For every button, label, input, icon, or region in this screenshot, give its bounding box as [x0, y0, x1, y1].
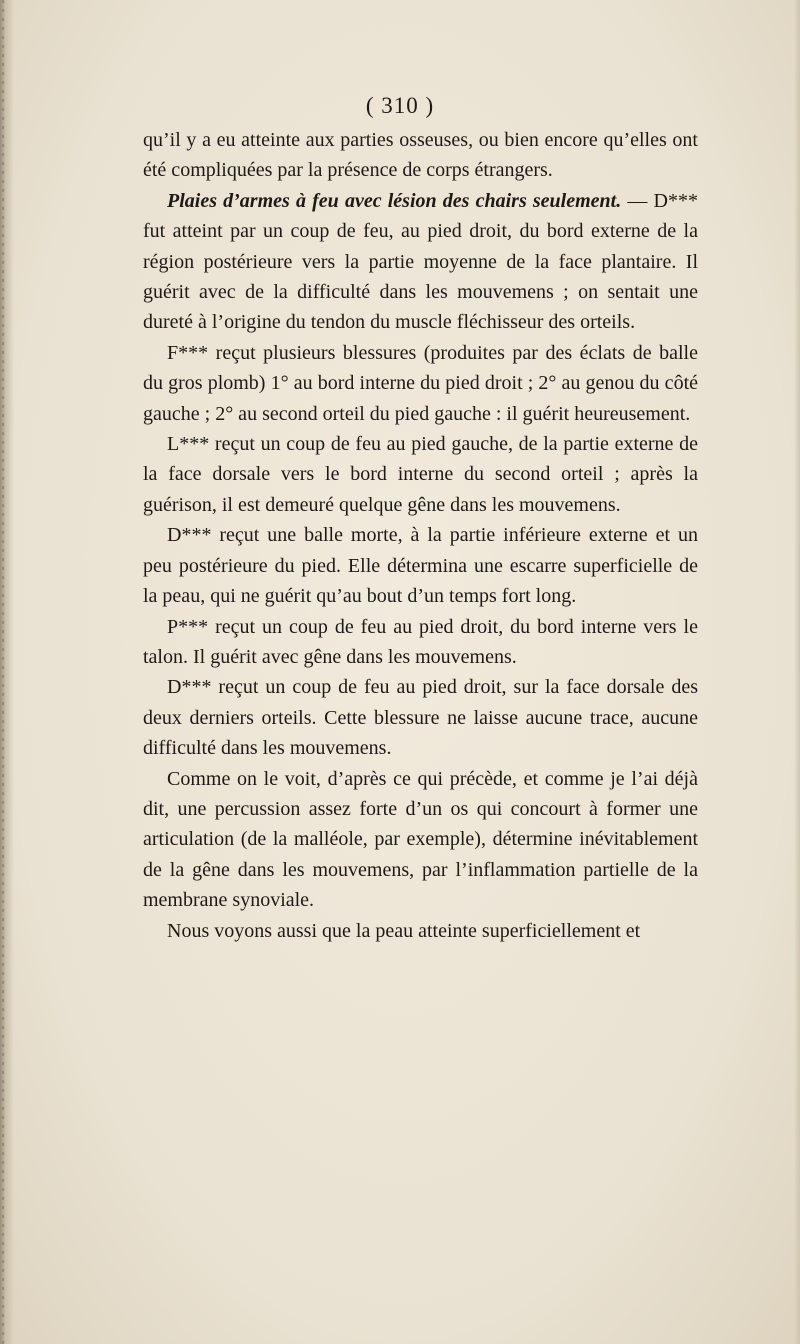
paragraph: D*** reçut un coup de feu au pied droit, sur la face dorsale des deux derniers orteils. Cette blessure ne laisse aucune trace, aucune difficulté dans les mouvemens. [143, 676, 698, 760]
paragraph: Comme on le voit, d’après ce qui précède, et comme je l’ai déjà dit, une percussion assez forte d’un os qui concourt à former une articulation (de la malléole, par exemple), détermine inévitablement de la gêne dans les mouvemens, par l’inflammation partielle de la membrane synoviale. [143, 767, 698, 912]
paragraph: F*** reçut plusieurs blessures (produites par des éclats de balle du gros plomb) 1° au bord interne du pied droit ; 2° au genou du côté gauche ; 2° au second orteil du pied gauche : il guérit heureusement. [143, 341, 698, 425]
section-title: Plaies d’armes à feu avec lésion des chairs seulement. [167, 189, 622, 212]
paragraph: P*** reçut un coup de feu au pied droit, du bord interne vers le talon. Il guérit avec gêne dans les mouvemens. [143, 615, 698, 668]
page-right-edge [794, 0, 800, 1344]
binding-edge [0, 0, 14, 1344]
paragraph-continuation: qu’il y a eu atteinte aux parties osseuses, ou bien encore qu’elles ont été compliquées par la présence de corps étrangers. [143, 129, 698, 182]
page-number: ( 310 ) [365, 93, 435, 118]
paragraph: D*** reçut une balle morte, à la partie inférieure externe et un peu postérieure du pied. Elle détermina une escarre superficielle de la peau, qui ne guérit qu’au bout d’un temps fort long. [143, 524, 698, 608]
paragraph-section-start [143, 186, 698, 338]
paragraph-text: — D*** fut atteint par un coup de feu, au pied droit, du bord externe de la région postérieure vers la partie moyenne de la face plantaire. Il guérit avec de la difficulté dans les mouvemens ; on sentait une dureté à l’origine du tendon du muscle fléchisseur des orteils. [143, 189, 698, 334]
body-text [143, 125, 698, 946]
paragraph-continues: Nous voyons aussi que la peau atteinte superficiellement et [167, 919, 641, 942]
paragraph: L*** reçut un coup de feu au pied gauche, de la partie externe de la face dorsale vers le bord interne du second orteil ; après la guérison, il est demeuré quelque gêne dans les mouvemens. [143, 433, 698, 516]
